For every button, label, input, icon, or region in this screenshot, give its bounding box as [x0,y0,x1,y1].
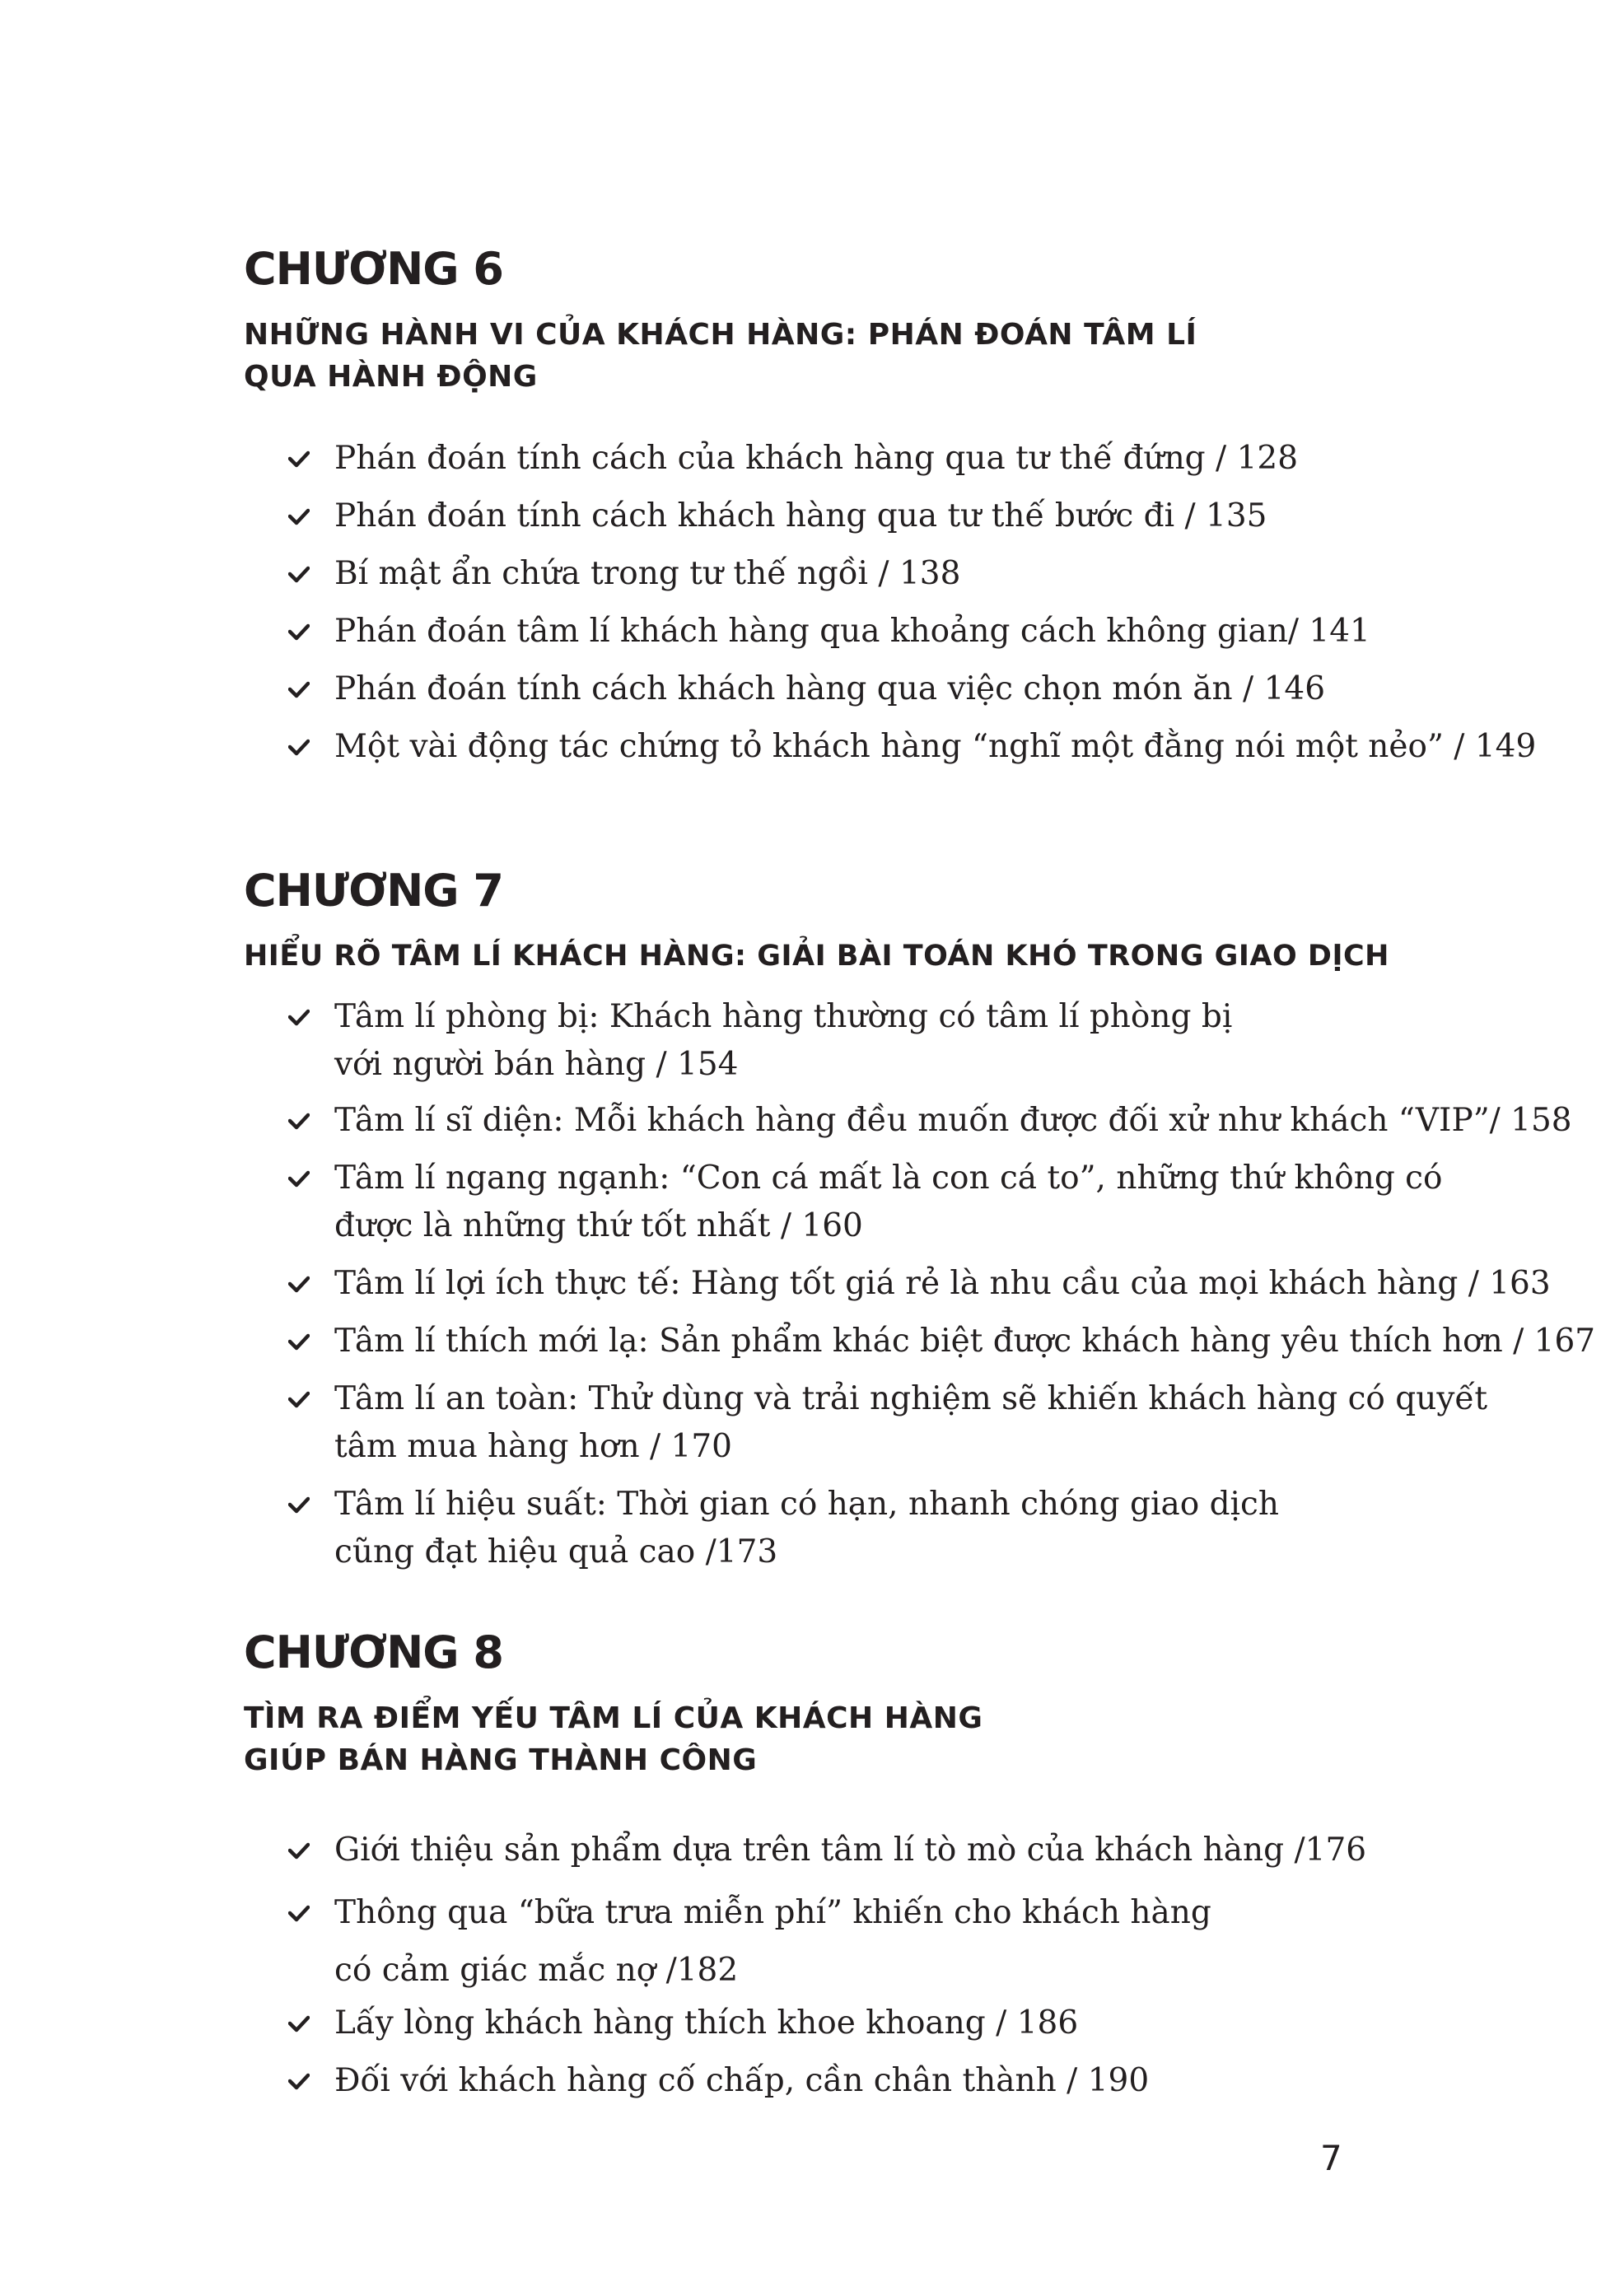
chapter-subtitle [244,314,1438,398]
item-text-line: tâm mua hàng hơn / 170 [334,1428,732,1465]
list-item [288,1827,1441,1884]
checkmark-icon [288,1112,310,1130]
subtitle-line: QUA HÀNH ĐỘNG [244,360,538,394]
item-text-line: Tâm lí hiệu suất: Thời gian có hạn, nhanh chóng giao dịch [334,1486,1279,1523]
chapter-subtitle [244,936,1438,978]
checkmark-icon [288,2072,310,2090]
list-item [288,1318,1596,1375]
list-item [288,1481,1441,1586]
chapter-6 [244,243,1438,398]
list-item [288,1097,1572,1155]
checkmark-icon [288,738,310,756]
checkmark-icon [288,680,310,698]
item-text-line: Tâm lí sĩ diện: Mỗi khách hàng đều muốn được đối xử như khách “VIP”/ 158 [334,1102,1572,1139]
list-item [288,723,1537,781]
item-text-line: cũng đạt hiệu quả cao /173 [334,1533,778,1570]
item-text-line: Phán đoán tính cách của khách hàng qua tư thế đứng / 128 [334,440,1299,477]
item-text-line: Tâm lí thích mới lạ: Sản phẩm khác biệt được khách hàng yêu thích hơn / 167 [334,1323,1596,1360]
subtitle-line: NHỮNG HÀNH VI CỦA KHÁCH HÀNG: PHÁN ĐOÁN TÂM LÍ [244,318,1197,352]
list-item [288,2057,1441,2115]
chapter-title: CHƯƠNG 7 [244,865,503,917]
checkmark-icon [288,1841,310,1860]
item-text-line: Tâm lí ngang ngạnh: “Con cá mất là con cá to”, những thứ không có [334,1160,1443,1197]
checkmark-icon [288,507,310,525]
item-text-line: Giới thiệu sản phẩm dựa trên tâm lí tò mò của khách hàng /176 [334,1832,1367,1869]
checkmark-icon [288,1332,310,1351]
item-text-line: Thông qua “bữa trưa miễn phí” khiến cho khách hàng [334,1894,1211,1931]
list-item [288,1155,1441,1260]
item-text-line: với người bán hàng / 154 [334,1046,739,1083]
checkmark-icon [288,1390,310,1408]
checkmark-icon [288,450,310,468]
checkmark-icon [288,2014,310,2032]
checkmark-icon [288,1496,310,1514]
item-text-line: Một vài động tác chứng tỏ khách hàng “nghĩ một đằng nói một nẻo” / 149 [334,728,1537,765]
list-item [288,550,1441,608]
chapter-7 [244,865,1438,978]
list-item [288,1375,1488,1481]
chapter-8-list [288,1827,1441,2115]
chapter-title: CHƯƠNG 6 [244,243,503,295]
subtitle-line: TÌM RA ĐIỂM YẾU TÂM LÍ CỦA KHÁCH HÀNG [244,1701,983,1735]
checkmark-icon [288,623,310,641]
checkmark-icon [288,1904,310,1922]
chapter-8 [244,1626,1438,1781]
list-item [288,435,1441,492]
list-item [288,665,1441,723]
item-text-line: Tâm lí phòng bị: Khách hàng thường có tâm lí phòng bị [334,998,1233,1035]
checkmark-icon [288,1008,310,1026]
item-text-line: Phán đoán tính cách khách hàng qua việc chọn món ăn / 146 [334,670,1326,707]
list-item [288,1260,1551,1318]
list-item [288,1884,1441,2000]
item-text-line: Đối với khách hàng cố chấp, cần chân thành / 190 [334,2062,1150,2099]
list-item [288,492,1441,550]
chapter-7-list [288,993,1596,1586]
list-item [288,2000,1441,2057]
chapter-subtitle [244,1697,1438,1781]
checkmark-icon [288,1169,310,1188]
checkmark-icon [288,565,310,583]
list-item [288,608,1441,665]
item-text-line: Tâm lí lợi ích thực tế: Hàng tốt giá rẻ là nhu cầu của mọi khách hàng / 163 [334,1265,1551,1302]
chapter-6-list [288,435,1537,781]
subtitle-line: HIỂU RÕ TÂM LÍ KHÁCH HÀNG: GIẢI BÀI TOÁN KHÓ TRONG GIAO DỊCH [244,940,1389,973]
item-text-line: Lấy lòng khách hàng thích khoe khoang / 186 [334,2004,1079,2042]
item-text-line: Tâm lí an toàn: Thử dùng và trải nghiệm sẽ khiến khách hàng có quyết [334,1380,1488,1417]
item-text-line: có cảm giác mắc nợ /182 [334,1952,739,1989]
subtitle-line: GIÚP BÁN HÀNG THÀNH CÔNG [244,1743,758,1777]
item-text-line: Phán đoán tâm lí khách hàng qua khoảng cách không gian/ 141 [334,613,1370,650]
item-text-line: Phán đoán tính cách khách hàng qua tư thế bước đi / 135 [334,497,1267,534]
page-number: 7 [1320,2138,1342,2178]
item-text-line: Bí mật ẩn chứa trong tư thế ngồi / 138 [334,555,961,592]
chapter-title: CHƯƠNG 8 [244,1626,503,1678]
checkmark-icon [288,1275,310,1293]
item-text-line: được là những thứ tốt nhất / 160 [334,1207,863,1244]
list-item [288,993,1441,1097]
